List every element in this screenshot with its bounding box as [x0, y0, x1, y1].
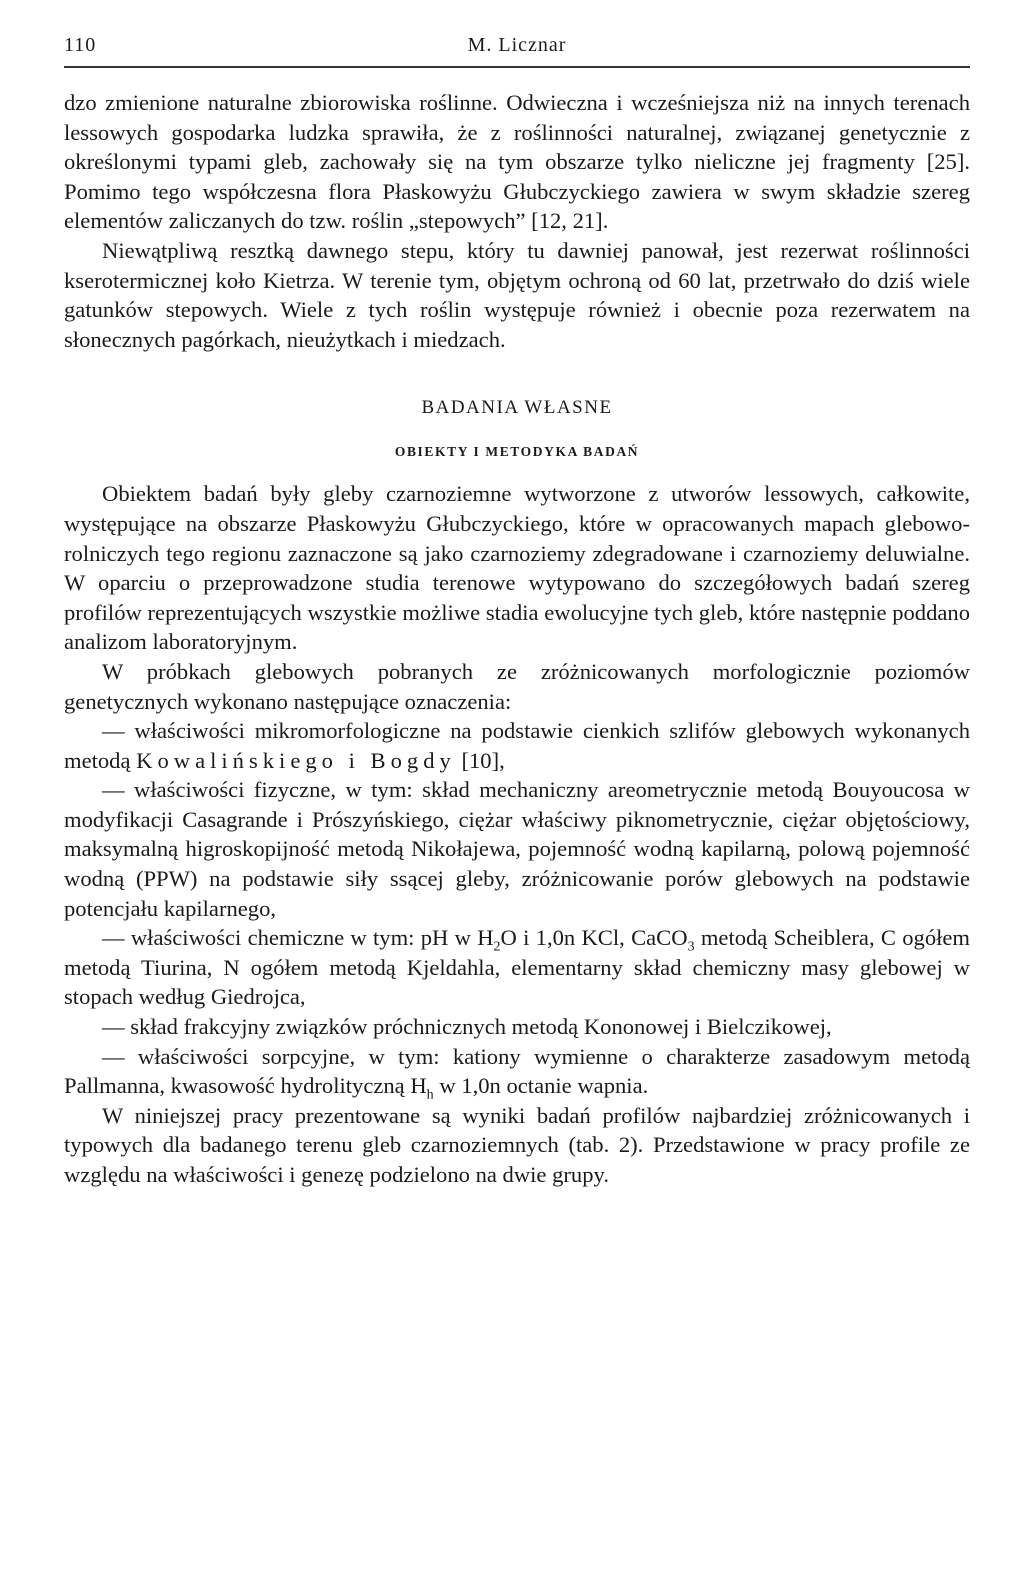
method-item-text: O i 1,0n KCl, CaCO: [500, 925, 688, 951]
section-heading: BADANIA WŁASNE: [421, 397, 613, 419]
method-item-text: w 1,0n octanie wapnia.: [433, 1073, 649, 1099]
method-item-text: — właściwości sorpcyjne, w tym: kationy wymienne o charakterze zasadowym metodą Pallmanna, kwasowość hydrolityczną H: [64, 1043, 970, 1099]
method-item-text: — właściwości chemiczne w tym: pH w H: [102, 925, 494, 951]
intro-paragraph-2: Niewątpliwą resztką dawnego stepu, który tu dawniej panował, jest rezerwat roślinności kserotermicznej koło Kietrza. W terenie tym, objętym ochroną od 60 lat, przetrwało do dziś wiele gatunków stepowych. Wiele z tych roślin występuje również i obecnie poza rezerwatem na słonecznych pagórkach, nieużytkach i miedzach.: [64, 237, 970, 352]
subscript: 2: [493, 939, 501, 955]
methods-paragraph-1: Obiektem badań były gleby czarnoziemne wytworzone z utworów lessowych, całkowite, występujące na obszarze Płaskowyżu Głubczyckiego, które w opracowanych mapach glebowo-rolniczych tego regionu zaznaczone są jako czarnoziemy zdegradowane i czarnoziemy deluwialne. W oparciu o przeprowadzone studia terenowe wytypowano do szczegółowych badań szereg profilów reprezentujących wszystkie możliwe stadia ewolucyjne tych gleb, które następnie poddano analizom laboratoryjnym.: [64, 481, 970, 655]
intro-paragraph-1: dzo zmienione naturalne zbiorowiska roślinne. Odwieczna i wcześniejsza niż na innych terenach lessowych gospodarka ludzka sprawiła, że z roślinności naturalnej, związanej genetycznie z określonymi typami gleb, zachowały się na tym obszarze tylko nieliczne jej fragmenty [25]. Pomimo tego współczesna flora Płaskowyżu Głubczyckiego zawiera w swym składzie szereg elementów zaliczanych do tzw. roślin „stepowych” [12, 21].: [64, 90, 970, 234]
method-item-physical: — właściwości fizyczne, w tym: skład mechaniczny areometrycznie metodą Bouyoucosa w modyfikacji Casagrande i Prószyńskiego, ciężar właściwy piknometrycznie, ciężar objętościowy, maksymalną higroskopijność metodą Nikołajewa, pojemność wodną kapilarną, polową pojemność wodną (PPW) na podstawie siły ssącej gleby, zróżnicowanie porów glebowych na podstawie potencjału kapilarnego,: [64, 777, 970, 921]
methods-paragraph-3: W niniejszej pracy prezentowane są wyniki badań profilów najbardziej zróżnicowanych i typowych dla badanego terenu gleb czarnoziemnych (tab. 2). Przedstawione w pracy profile ze względu na właściwości i genezę podzielono na dwie grupy.: [64, 1102, 970, 1187]
page: [64, 26, 970, 1190]
running-head: [64, 26, 970, 56]
method-item-micromorphology: [64, 716, 970, 775]
author-name-spaced: Kowalińskiego: [136, 747, 338, 773]
subscript: h: [426, 1087, 434, 1103]
method-item-text: — właściwości mikromorfologiczne na podstawie cienkich szlifów glebowych wykonanych metodą: [64, 718, 970, 773]
author-name-spaced: Bogdy: [370, 747, 456, 773]
header-rule: [64, 66, 970, 68]
page-number: 110: [64, 34, 97, 56]
conjunction-spaced: i: [337, 747, 371, 773]
method-item-humus: — skład frakcyjny związków próchnicznych metodą Kononowej i Bielczikowej,: [102, 1014, 832, 1040]
methods-paragraph-2: W próbkach glebowych pobranych ze zróżnicowanych morfologicznie poziomów genetycznych wykonano następujące oznaczenia:: [64, 658, 970, 714]
reference-text: [10],: [455, 747, 505, 773]
body-text: [64, 88, 970, 1190]
method-item-chemical: [64, 923, 970, 1012]
subsection-heading: OBIEKTY I METODYKA BADAŃ: [394, 444, 640, 460]
subscript: 3: [687, 939, 695, 955]
method-item-text: metodą Scheiblera, C ogółem metodą Tiurina, N ogółem metodą Kjeldahla, elementarny skład chemiczny masy glebowej w stopach według Giedrojca,: [64, 925, 971, 1010]
running-title: M. Licznar: [467, 34, 567, 56]
method-item-sorption: [64, 1042, 970, 1101]
